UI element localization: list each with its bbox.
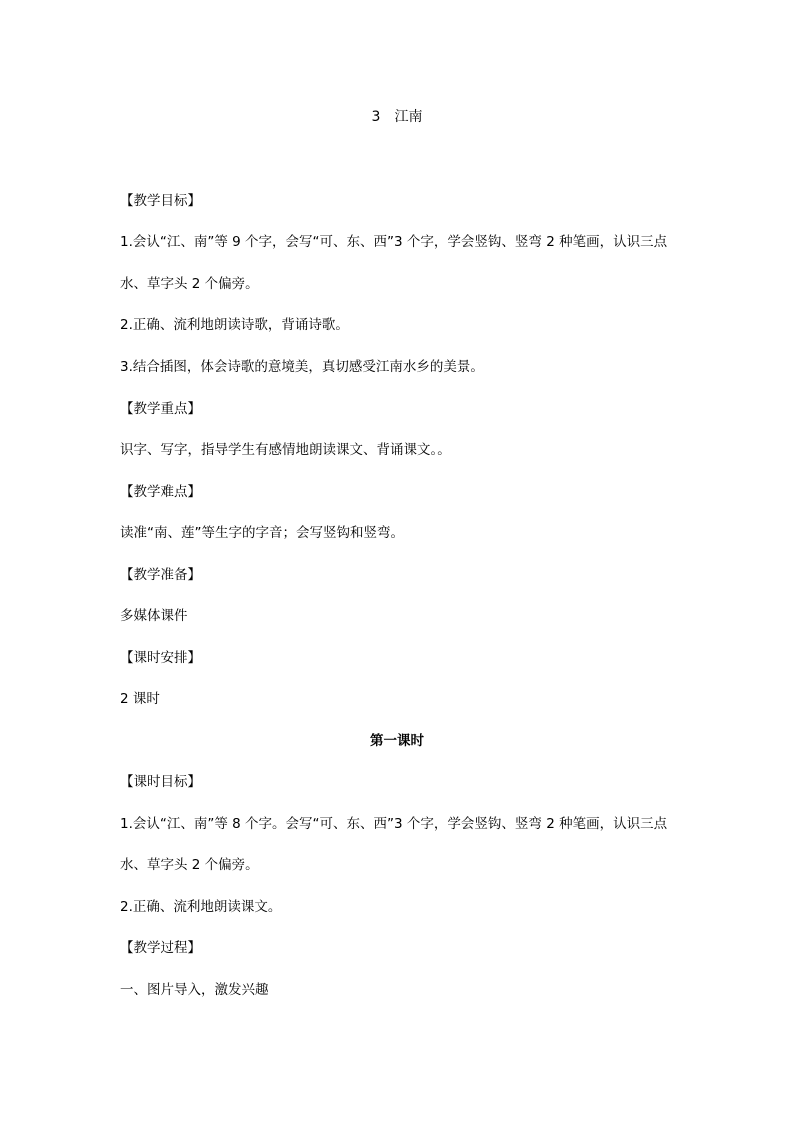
schedule-heading: 【课时安排】	[120, 650, 201, 666]
goal-1-line-2: 水、草字头 2 个偏旁。	[120, 276, 259, 292]
lesson-goals-heading: 【课时目标】	[120, 774, 201, 790]
lesson-goal-1-line-1: 1.会认“江、南”等 8 个字。会写“可、东、西”3 个字，学会竖钩、竖弯 2 种笔画，认识三点	[120, 816, 668, 832]
lesson-goal-2: 2.正确、流利地朗读课文。	[120, 899, 282, 915]
schedule-text: 2 课时	[120, 691, 160, 707]
prep-text: 多媒体课件	[120, 608, 188, 624]
goals-heading: 【教学目标】	[120, 193, 201, 209]
lesson-goal-1-line-2: 水、草字头 2 个偏旁。	[120, 857, 259, 873]
prep-heading: 【教学准备】	[120, 567, 201, 583]
process-step-1: 一、图片导入，激发兴趣	[120, 982, 269, 998]
difficulty-text: 读准“南、莲”等生字的字音；会写竖钩和竖弯。	[120, 525, 404, 541]
lesson-1-title: 第一课时	[370, 733, 424, 749]
focus-text: 识字、写字，指导学生有感情地朗读课文、背诵课文。。	[120, 442, 451, 458]
goal-3: 3.结合插图，体会诗歌的意境美，真切感受江南水乡的美景。	[120, 359, 484, 375]
title-text: 江南	[394, 109, 423, 125]
goal-2: 2.正确、流利地朗读诗歌，背诵诗歌。	[120, 317, 349, 333]
page-title	[0, 108, 794, 126]
process-heading: 【教学过程】	[120, 940, 201, 956]
difficulty-heading: 【教学难点】	[120, 484, 201, 500]
focus-heading: 【教学重点】	[120, 401, 201, 417]
title-number: 3	[371, 109, 381, 125]
goal-1-line-1: 1.会认“江、南”等 9 个字，会写“可、东、西”3 个字，学会竖钩、竖弯 2 种笔画，认识三点	[120, 234, 668, 250]
